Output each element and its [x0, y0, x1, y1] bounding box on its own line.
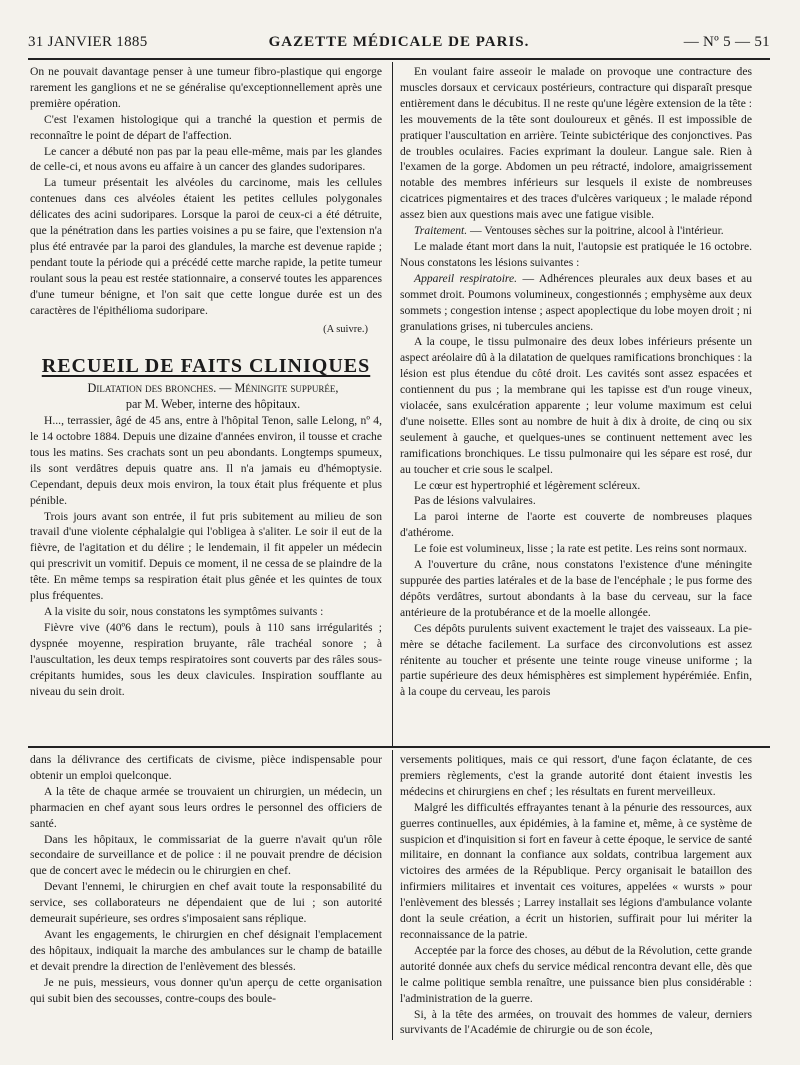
paragraph: La paroi interne de l'aorte est couverte de nombreuses plaques d'athérome. — [400, 510, 752, 540]
paragraph: dans la délivrance des certificats de civisme, pièce indispensable pour obtenir un emploi quelconque. — [30, 753, 382, 782]
paragraph: Pas de lésions valvulaires. — [414, 494, 536, 508]
column-lower-left — [30, 752, 382, 1007]
paragraph: A la coupe, le tissu pulmonaire des deux lobes inférieurs présente un aspect aréolaire dû à la dilatation de quelques ramifications bronchiques : la lésion est plus étendue du côté droit. Les cavités sont assez espacées et contiennent du pus ; la membrane qui les tapisse est d'un rouge vineux, violacée, sans exulcération apparente ; leur volume maximum est celui d'une noisette. Elles sont au nombre de huit à dix à droite, de cinq ou six seulement à gauche, et quelques-unes se continuent nettement avec les ramifications bronchiques. Le tissu pulmonaire qui les sépare est rosé, dur au toucher et crie sous le scalpel. — [400, 335, 752, 476]
to-be-continued: (A suivre.) — [323, 323, 368, 335]
paragraph: A la visite du soir, nous constatons les symptômes suivants : — [44, 605, 324, 618]
article-author: par M. Weber, interne des hôpitaux. — [125, 397, 301, 412]
header-page-number: — Nº 5 — 51 — [683, 34, 770, 50]
paragraph: Acceptée par la force des choses, au début de la Révolution, cette grande autorité donnée aux chefs du service médical rencontra devant elle, dès que le calme politique sembla renaître, une puissance bien plus considérable : l'administration de la guerre. — [400, 943, 753, 1005]
paragraph: En voulant faire asseoir le malade on provoque une contracture des muscles dorsaux et cervicaux postérieurs, contracture qui disparaît presque entièrement dans le décubitus. Il ne reste qu'une légère extension de la tête : les mouvements de la tête sont douloureux et gênés. Il est impossible de pratiquer l'auscultation en arrière. Teinte subictérique des conjonctives. Pas de troubles oculaires. Facies exprimant la douleur. Langue sale. Rien à l'examen de la gorge. Abdomen un peu rétracté, indolore, amaigrissement notable des membres inférieurs sur lesquels il existe de nombreuses cicatrices pigmentaires et des traces d'ulcères variqueux ; le malade répond assez bien aux questions mais avec une fatigue visible. — [400, 65, 752, 222]
paragraph: A l'ouverture du crâne, nous constatons l'existence d'une méningite suppurée des parties latérales et de la base de l'encéphale ; le pus forme des dépôts verdâtres, surtout abondants à la base du cerveau, sur la face antérieure de la protubérance et de la moelle allongée. — [400, 558, 752, 619]
column-upper-right — [400, 64, 752, 700]
column-rule-bottom — [392, 750, 393, 1040]
paragraph: Ces dépôts purulents suivent exactement le trajet des vaisseaux. La pie-mère se détache facilement. La surface des circonvolutions est assez rénitente au toucher et présente une teinte rouge vineuse uniforme ; la partie supérieure des deux hémisphères est simplement hypérémiée. Enfin, à la coupe du cerveau, les parois — [400, 621, 752, 699]
paragraph: Je ne puis, messieurs, vous donner qu'un aperçu de cette organisation qui subit bien des secousses, contre-coups des boule- — [30, 975, 382, 1005]
paragraph: Malgré les difficultés effrayantes tenant à la pénurie des ressources, aux guerres continuelles, aux épidémies, à la famine et, même, à ce système de suspicion et d'inquisition si fort en faveur à cette époque, le service de santé militaire, en donnant la confiance aux soldats, contribua largement aux victoires des armées de la République. Percy organisait le bataillon des infirmiers militaires et inventait ces voitures, appelées « wursts » pour l'enlèvement des blessés ; Larrey installait ses légions d'ambulance volante dont la seule création, a écrit un historien, suffirait pour lui mériter la reconnaissance de la patrie. — [400, 800, 752, 941]
paragraph: On ne pouvait davantage penser à une tumeur fibro-plastique qui engorge rarement les ganglions et ne se généralise qu'exceptionnellement après une première opération. — [30, 65, 382, 110]
paragraph: C'est l'examen histologique qui a tranché la question et permis de reconnaître le point de départ de l'affection. — [30, 112, 382, 142]
paragraph: La tumeur présentait les alvéoles du carcinome, mais les cellules contenues dans ces alvéoles étaient les petites cellules polygonales délicates des acini sudoripares. Lorsque la paroi de ceux-ci a été détruite, que la pénétration dans les parties voisines a pu se faire, que l'extension n'a plus été entravée par la paroi des glandules, la marche est devenue rapide ; pendant toute la période qui a précédé cette marche rapide, la petite tumeur roulant sous la peau est restée stationnaire, a conservé toutes les apparences d'une tumeur bénigne, et l'on sait que cette longue durée est un des caractères de l'épithélioma sudoripare. — [30, 176, 382, 317]
column-lower-right — [400, 752, 752, 1038]
header-date: 31 JANVIER 1885 — [28, 34, 148, 50]
paragraph: Le cancer a débuté non pas par la peau elle-même, mais par les glandes de celle-ci, et nous avons eu affaire à un cancer des glandes sudoripares. — [30, 144, 382, 174]
paragraph: Fièvre vive (40º6 dans le rectum), pouls à 110 sans irrégularités ; dyspnée moyenne, respiration bruyante, râle trachéal sonore ; à l'auscultation, les deux temps respiratoires sont couverts par des râles sous-crépitants humides, sous les deux clavicules. Inspiration soufflante au niveau du sein droit. — [30, 620, 382, 698]
paragraph: Si, à la tête des armées, on trouvait des hommes de valeur, derniers survivants de l'Académie de chirurgie ou de son école, — [400, 1007, 752, 1037]
column-upper-left — [30, 64, 382, 699]
paragraph: versements politiques, mais ce qui ressort, d'une façon éclatante, de ces premiers règlements, c'est la grande autorité dont étaient investis les médecins et chirurgiens en chef ; les résultats en furent merveilleux. — [400, 753, 752, 798]
section-divider — [28, 746, 770, 748]
paragraph: Devant l'ennemi, le chirurgien en chef avait toute la responsabilité du service, ses collaborateurs ne dépendaient que de lui ; son autorité demeurait supérieure, ses ordres s'imposaient sans réplique. — [30, 880, 382, 926]
paragraph — [400, 223, 752, 239]
paragraph: Le malade étant mort dans la nuit, l'autopsie est pratiquée le 16 octobre. Nous constatons les lésions suivantes : — [400, 239, 752, 269]
traitement-text: — Ventouses sèches sur la poitrine, alcool à l'intérieur. — [467, 224, 724, 238]
paragraph: Dans les hôpitaux, le commissariat de la guerre n'avait qu'un rôle secondaire de surveillance et de police : il ne pouvait prendre de décision que de concert avec le médecin ou le chirurgien en chef. — [30, 832, 382, 878]
header-rule — [28, 58, 770, 60]
article-title: Dilatation des bronches. — Méningite suppurée, — [87, 381, 339, 396]
section-title: RECUEIL DE FAITS CLINIQUES — [41, 355, 371, 378]
traitement-label: Traitement. — [414, 224, 468, 238]
paragraph: Avant les engagements, le chirurgien en chef désignait l'emplacement des hôpitaux, indiquait la marche des ambulances sur le champ de bataille et devait prendre la direction de l'enlèvement des blessés. — [30, 927, 382, 973]
page-header — [28, 34, 770, 54]
paragraph — [400, 271, 752, 335]
paragraph: Le foie est volumineux, lisse ; la rate est petite. Les reins sont normaux. — [414, 542, 747, 556]
paragraph: H..., terrassier, âgé de 45 ans, entre à l'hôpital Tenon, salle Lelong, nº 4, le 14 octobre 1884. Depuis une dizaine d'années environ, il tousse et crache tous les matins. Ses crachats sont un peu abondants. Longtemps spumeux, ils sont verdâtres depuis quatre ans. Il n'a jamais eu d'hémoptysie. Cependant, depuis deux mois environ, la toux était plus fréquente et plus pénible. — [30, 414, 382, 507]
paragraph: Trois jours avant son entrée, il fut pris subitement au milieu de son travail d'une violente céphalalgie qui l'obligea à s'aliter. Le soir il eut de la fièvre, de l'agitation et du délire ; le lendemain, il fit appeler un médecin qui prescrivit un vomitif. Depuis ce moment, il ne cessa de se plaindre de la tête. En même temps sa respiration était plus gênée et les quintes de toux plus fréquentes. — [30, 509, 382, 603]
column-rule-top — [392, 62, 393, 746]
appareil-text: — Adhérences pleurales aux deux bases et au sommet droit. Poumons volumineux, congestionnés ; emphysème aux deux sommets ; congestion intense ; aspect apoplectique du lobe moyen droit ; ni granulations grises, ni tubercules anciens. — [400, 271, 752, 333]
appareil-label: Appareil respiratoire. — [414, 271, 518, 285]
header-title: GAZETTE MÉDICALE DE PARIS. — [268, 34, 530, 50]
paragraph: A la tête de chaque armée se trouvaient un chirurgien, un médecin, un pharmacien en chef ayant sous leurs ordres le personnel des officiers de santé. — [30, 784, 382, 830]
paragraph: Le cœur est hypertrophié et légèrement scléreux. — [414, 478, 641, 492]
